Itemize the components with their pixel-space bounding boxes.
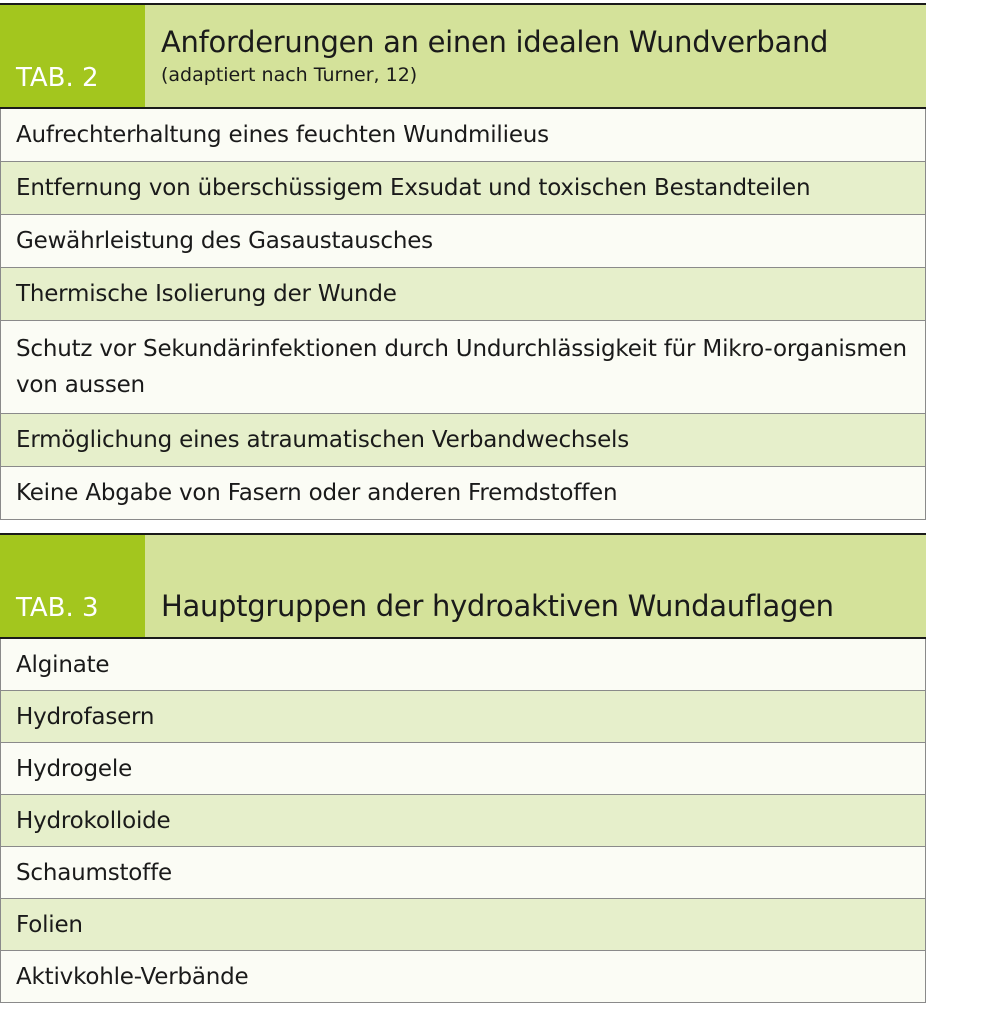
table-3-title-box xyxy=(145,535,926,637)
table-row: Aktivkohle-Verbände xyxy=(1,951,925,1003)
table-row: Schutz vor Sekundärinfektionen durch Undurchlässigkeit für Mikro-organismen von aussen xyxy=(1,321,925,414)
table-row: Folien xyxy=(1,899,925,951)
table-2-title-box xyxy=(145,5,926,107)
table-row: Hydrofasern xyxy=(1,691,925,743)
table-2-header xyxy=(0,3,926,109)
table-3 xyxy=(0,533,926,1003)
table-row: Hydrokolloide xyxy=(1,795,925,847)
table-3-header xyxy=(0,533,926,639)
table-2-title: Anforderungen an einen idealen Wundverband xyxy=(161,25,829,59)
table-2-subtitle: (adaptiert nach Turner, 12) xyxy=(161,64,418,86)
table-row: Gewährleistung des Gasaustausches xyxy=(1,215,925,268)
table-row: Keine Abgabe von Fasern oder anderen Fremdstoffen xyxy=(1,467,925,520)
table-row: Alginate xyxy=(1,639,925,691)
table-row: Aufrechterhaltung eines feuchten Wundmilieus xyxy=(1,109,925,162)
table-row: Hydrogele xyxy=(1,743,925,795)
table-2-body xyxy=(0,109,926,520)
table-row: Thermische Isolierung der Wunde xyxy=(1,268,925,321)
table-row: Schaumstoffe xyxy=(1,847,925,899)
table-3-label: TAB. 3 xyxy=(0,535,145,637)
table-2 xyxy=(0,3,926,520)
table-2-label: TAB. 2 xyxy=(0,5,145,107)
table-3-title: Hauptgruppen der hydroaktiven Wundauflagen xyxy=(161,589,834,623)
table-row: Entfernung von überschüssigem Exsudat und toxischen Bestandteilen xyxy=(1,162,925,215)
table-3-body xyxy=(0,639,926,1003)
table-row: Ermöglichung eines atraumatischen Verbandwechsels xyxy=(1,414,925,467)
